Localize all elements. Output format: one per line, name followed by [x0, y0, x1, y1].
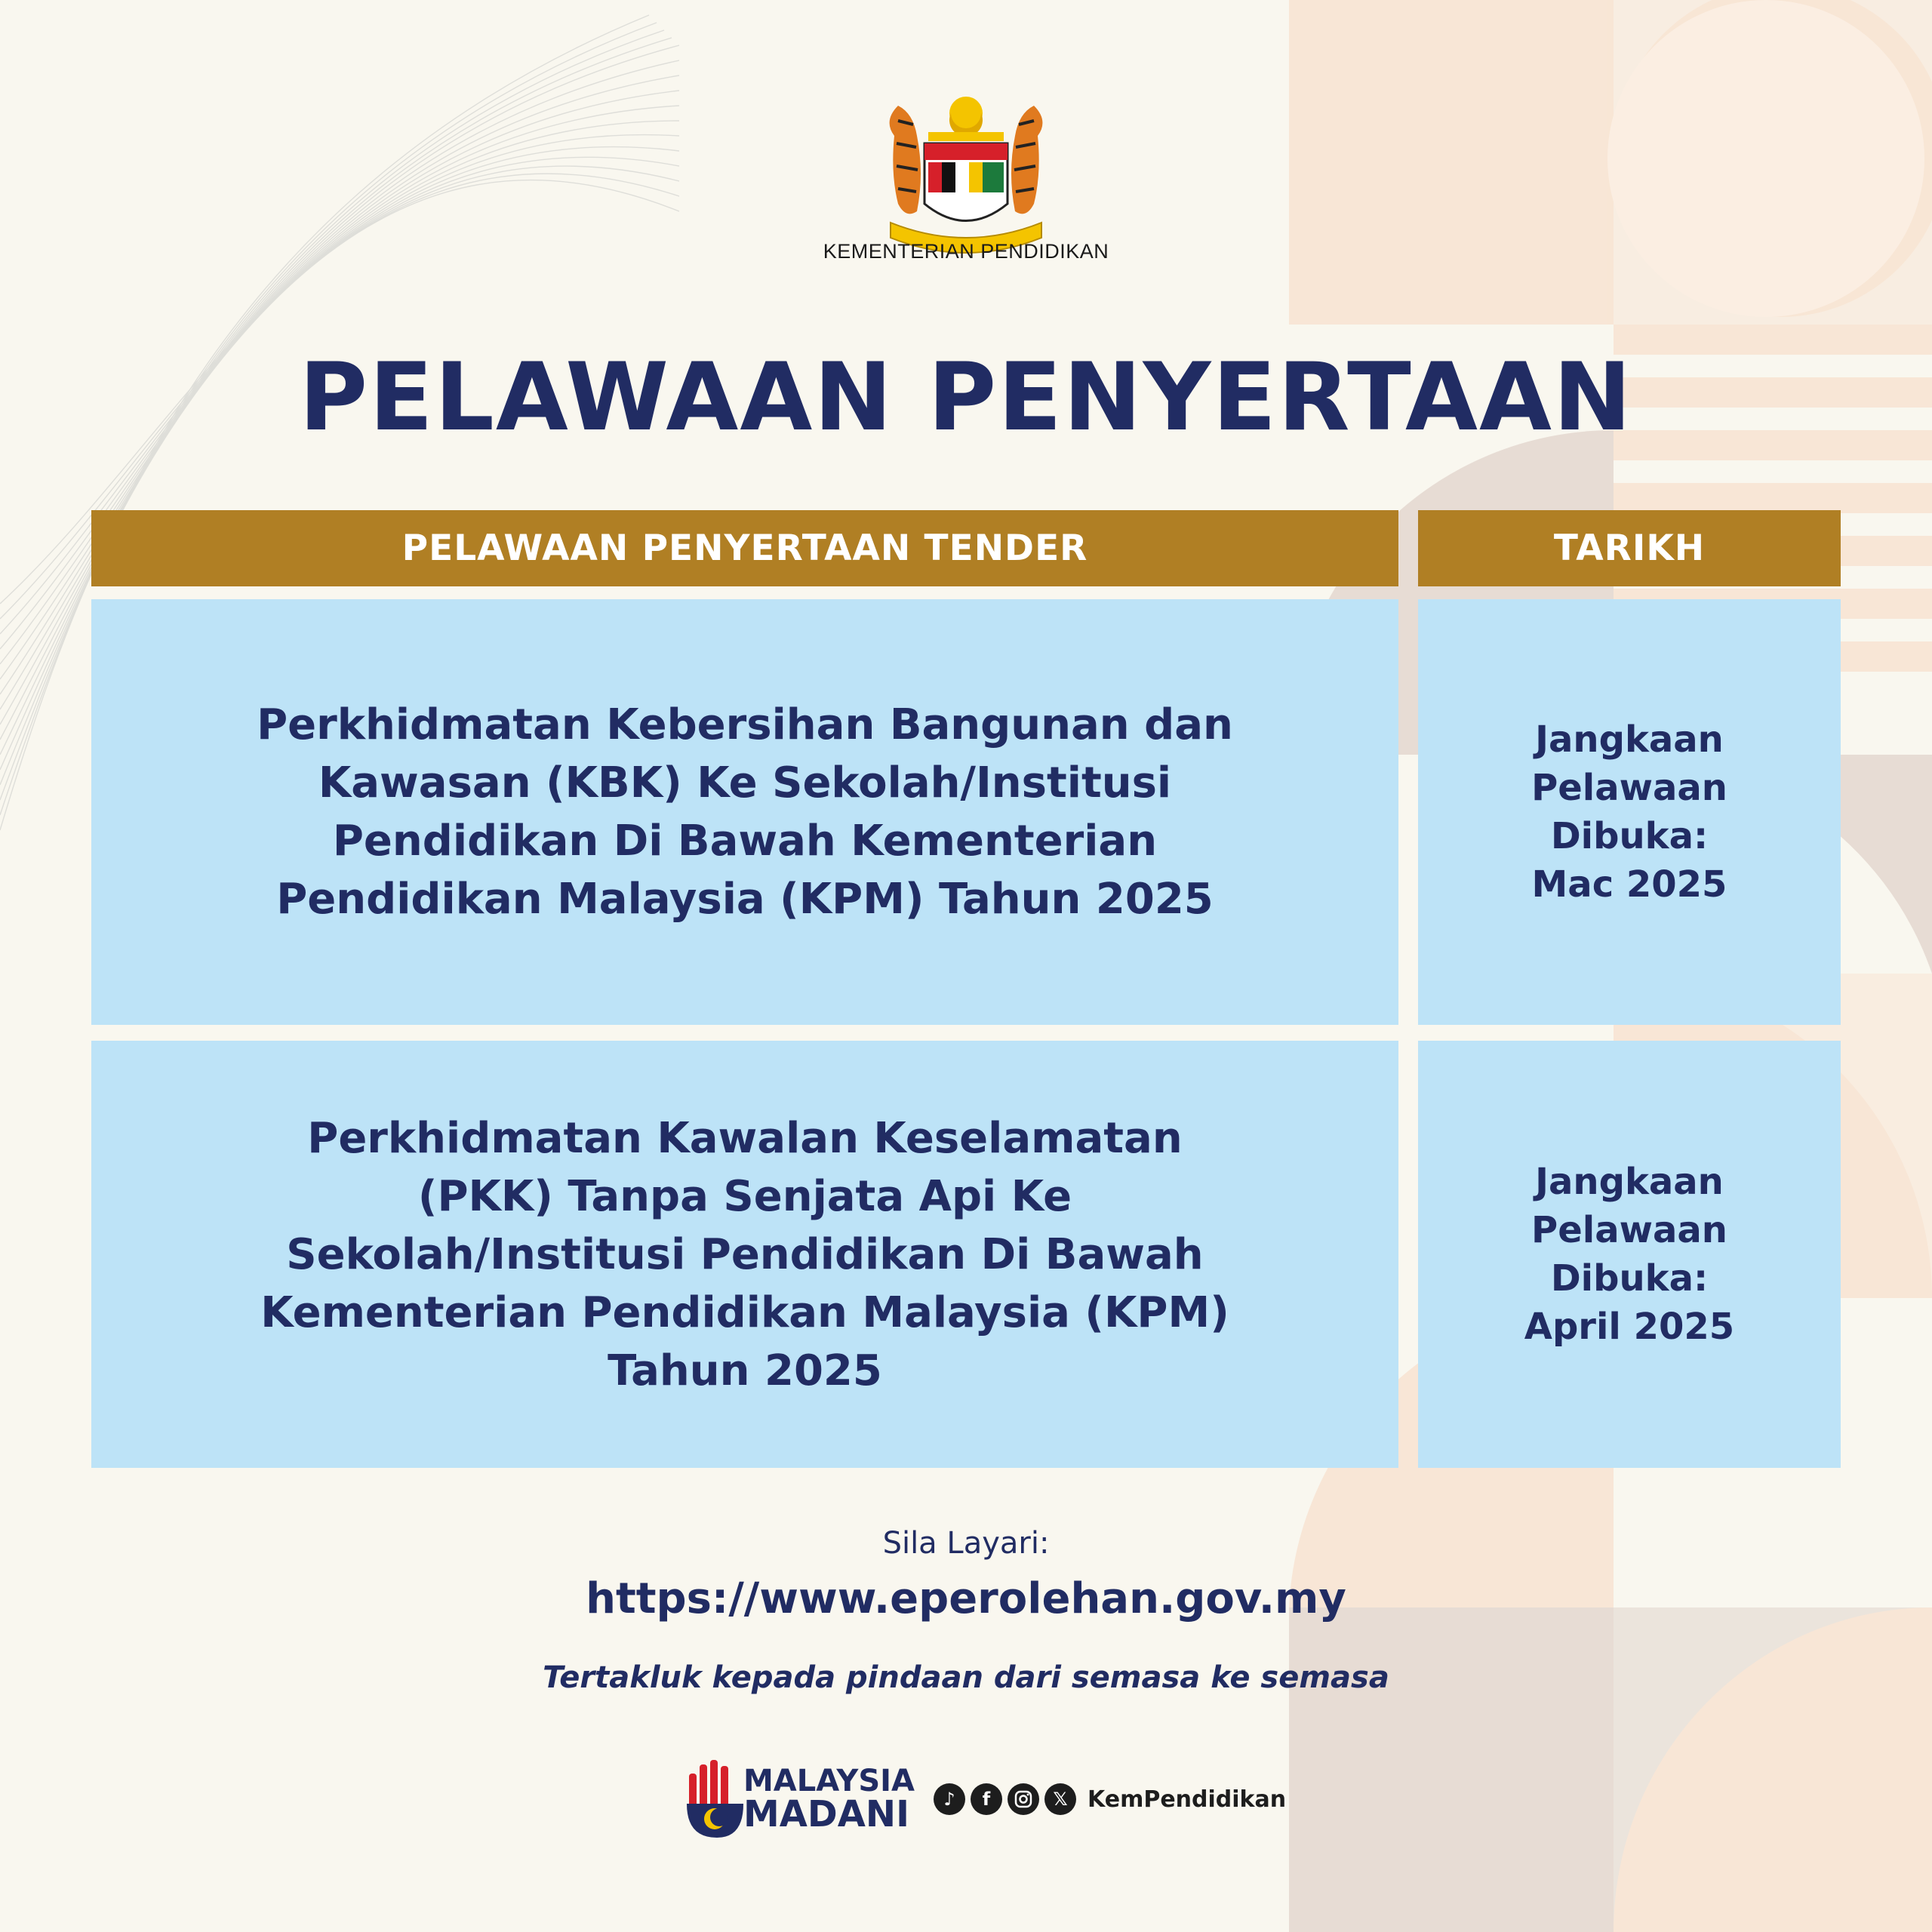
table-row-1-tender — [91, 599, 1398, 1025]
disclaimer-note: Tertakluk kepada pindaan dari semasa ke semasa — [543, 1660, 1389, 1695]
tiktok-icon[interactable]: ♪ — [934, 1783, 965, 1815]
tender-date: Jangkaan Pelawaan Dibuka: Mac 2025 — [1531, 718, 1727, 906]
table-row-2-tender — [91, 1041, 1398, 1468]
madani-line-1: MALAYSIA — [743, 1764, 915, 1798]
instagram-icon[interactable] — [1008, 1783, 1039, 1815]
social-media-bar — [934, 1783, 1286, 1815]
eperolehan-link[interactable]: https://www.eperolehan.gov.my — [586, 1574, 1346, 1623]
table-row-2-date — [1418, 1041, 1841, 1468]
column-header-tender: PELAWAAN PENYERTAAN TENDER — [91, 510, 1398, 586]
facebook-icon[interactable]: f — [971, 1783, 1002, 1815]
page-title: PELAWAAN PENYERTAAN — [299, 343, 1633, 452]
table-row-1-date — [1418, 599, 1841, 1025]
social-handle[interactable]: KemPendidikan — [1088, 1786, 1287, 1813]
column-header-date: TARIKH — [1418, 510, 1841, 586]
tender-date: Jangkaan Pelawaan Dibuka: April 2025 — [1524, 1161, 1735, 1348]
madani-line-2: MADANI — [743, 1793, 909, 1835]
malaysia-madani-wordmark — [743, 1764, 915, 1835]
x-icon[interactable]: 𝕏 — [1044, 1783, 1076, 1815]
tender-description: Perkhidmatan Kawalan Keselamatan (PKK) Tanpa Senjata Api Ke Sekolah/Institusi Pendidikan Di Bawah Kementerian Pendidikan Malaysia (KPM) Tahun 2025 — [260, 1113, 1229, 1395]
visit-label: Sila Layari: — [882, 1526, 1050, 1561]
ministry-name: KEMENTERIAN PENDIDIKAN — [823, 240, 1109, 263]
tender-description: Perkhidmatan Kebersihan Bangunan dan Kawasan (KBK) Ke Sekolah/Institusi Pendidikan Di Bawah Kementerian Pendidikan Malaysia (KPM) Tahun 2025 — [257, 700, 1233, 924]
